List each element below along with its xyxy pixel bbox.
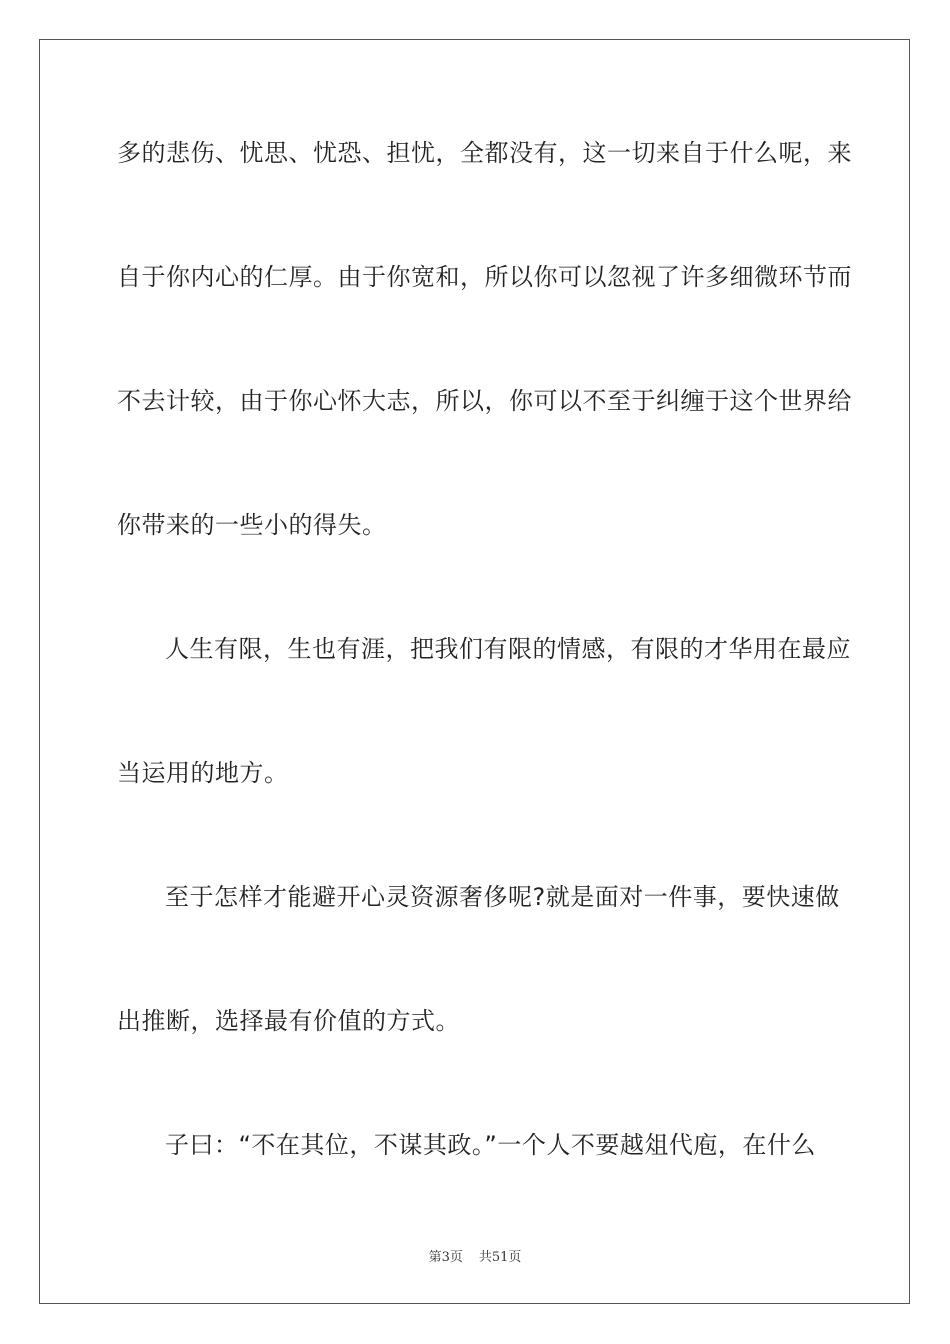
text-line: 当运用的地方。 xyxy=(117,759,289,787)
page-number: 第3页 xyxy=(428,1250,463,1265)
text-line: 不去计较，由于你心怀大志，所以，你可以不至于纠缠于这个世界给 xyxy=(117,387,852,415)
paragraph-first-line: 至于怎样才能避开心灵资源奢侈呢?就是面对一件事，要快速做 xyxy=(165,883,840,911)
text-line: 自于你内心的仁厚。由于你宽和，所以你可以忽视了许多细微环节而 xyxy=(117,263,852,291)
paragraph-first-line: 人生有限，生也有涯，把我们有限的情感，有限的才华用在最应 xyxy=(165,635,851,663)
page-border xyxy=(39,39,910,1304)
paragraph-first-line: 子曰：“不在其位，不谋其政。”一个人不要越俎代庖，在什么 xyxy=(165,1131,816,1159)
text-line: 出推断，选择最有价值的方式。 xyxy=(117,1007,460,1035)
text-line: 你带来的一些小的得失。 xyxy=(117,511,387,539)
text-line: 多的悲伤、忧思、忧恐、担忧，全都没有，这一切来自于什么呢，来 xyxy=(117,139,852,167)
page-total: 共51页 xyxy=(478,1250,522,1265)
page-footer xyxy=(0,1246,950,1265)
